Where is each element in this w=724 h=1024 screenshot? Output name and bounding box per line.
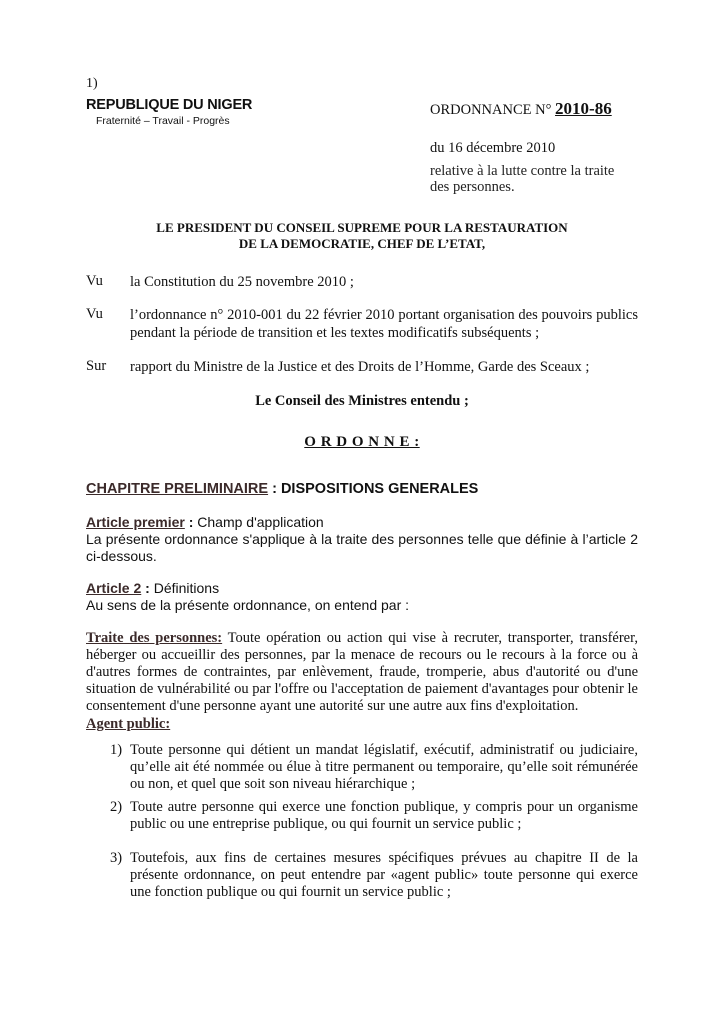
traite-definition bbox=[86, 630, 638, 715]
president-title bbox=[86, 220, 638, 252]
ordinance-label: ORDONNANCE N° bbox=[430, 102, 552, 118]
article-1-heading bbox=[86, 514, 324, 530]
president-title-line2: DE LA DEMOCRATIE, CHEF DE L’ETAT, bbox=[238, 236, 486, 251]
list-item-number: 2) bbox=[110, 799, 123, 815]
agent-public-term: Agent public: bbox=[86, 716, 171, 732]
ordonne-heading: O R D O N N E : bbox=[304, 434, 420, 450]
list-item-number: 3) bbox=[110, 850, 123, 866]
article-2-title: Définitions bbox=[149, 580, 220, 596]
visa-text: la Constitution du 25 novembre 2010 ; bbox=[130, 274, 354, 290]
article-1-colon: : bbox=[184, 514, 194, 530]
list-item: Toute autre personne qui exerce une fonction publique, y compris pour un organisme public ou une entreprise publique, ou qui fournit un service public ; bbox=[130, 799, 638, 832]
article-1-body: La présente ordonnance s'applique à la traite des personnes telle que définie à l’article 2 ci-dessous. bbox=[86, 531, 638, 564]
article-1-title: Champ d'application bbox=[193, 514, 324, 530]
ordinance-header bbox=[430, 99, 612, 119]
country-name: REPUBLIQUE DU NIGER bbox=[86, 97, 253, 113]
visa-label: Vu bbox=[86, 273, 103, 289]
article-2-intro: Au sens de la présente ordonnance, on entend par : bbox=[86, 597, 410, 613]
visa-text: l’ordonnance n° 2010-001 du 22 février 2010 portant organisation des pouvoirs publics pendant la période de transition et les textes modificatifs subséquents ; bbox=[130, 307, 638, 341]
list-item: Toutefois, aux fins de certaines mesures spécifiques prévues au chapitre II de la présente ordonnance, on peut entendre par «agent public» toute personne qui exerce une fonction publique ou qui fournit un service public ; bbox=[130, 850, 638, 900]
article-2-label: Article 2 bbox=[86, 580, 142, 596]
ordinance-number: 2010-86 bbox=[555, 99, 612, 118]
article-2-heading bbox=[86, 580, 219, 596]
council-statement: Le Conseil des Ministres entendu ; bbox=[255, 393, 469, 409]
ordinance-subject: relative à la lutte contre la traite des personnes. bbox=[430, 163, 615, 195]
article-2-colon: : bbox=[141, 580, 150, 596]
president-title-line1: LE PRESIDENT DU CONSEIL SUPREME POUR LA RESTAURATION bbox=[156, 220, 568, 235]
chapter-heading bbox=[86, 481, 478, 497]
list-item: Toute personne qui détient un mandat législatif, exécutif, administratif ou judiciaire, qu’elle ait été nommée ou élue à titre permanent ou temporaire, qu’elle soit rémunérée ou non, et quel que soit son niveau hiérarchique ; bbox=[130, 742, 638, 792]
visa-text: rapport du Ministre de la Justice et des Droits de l’Homme, Garde des Sceaux ; bbox=[130, 359, 590, 375]
ordinance-date: du 16 décembre 2010 bbox=[430, 140, 556, 156]
country-motto: Fraternité – Travail - Progrès bbox=[96, 115, 230, 127]
article-1-label: Article premier bbox=[86, 514, 185, 530]
page-marker: 1) bbox=[86, 76, 98, 91]
traite-term: Traite des personnes: bbox=[86, 630, 223, 646]
chapter-title: : DISPOSITIONS GENERALES bbox=[268, 481, 479, 497]
visa-label: Vu bbox=[86, 306, 103, 322]
chapter-label: CHAPITRE PRELIMINAIRE bbox=[86, 481, 269, 497]
traite-text: Toute opération ou action qui vise à recruter, transporter, transférer, héberger ou accueillir des personnes, par la menace de recours ou le recours à la force ou à d'autres formes de contraintes, par enlèvement, fraude, tromperie, abus d'autorité ou d'une situation de vulnérabilité ou par l'offre ou l'acceptation de paiement d'avantages pour obtenir le consentement d'une personne ayant une autorité sur une autre aux fins d'exploitation. bbox=[86, 630, 638, 714]
list-item-number: 1) bbox=[110, 742, 123, 758]
visa-label: Sur bbox=[86, 358, 107, 374]
